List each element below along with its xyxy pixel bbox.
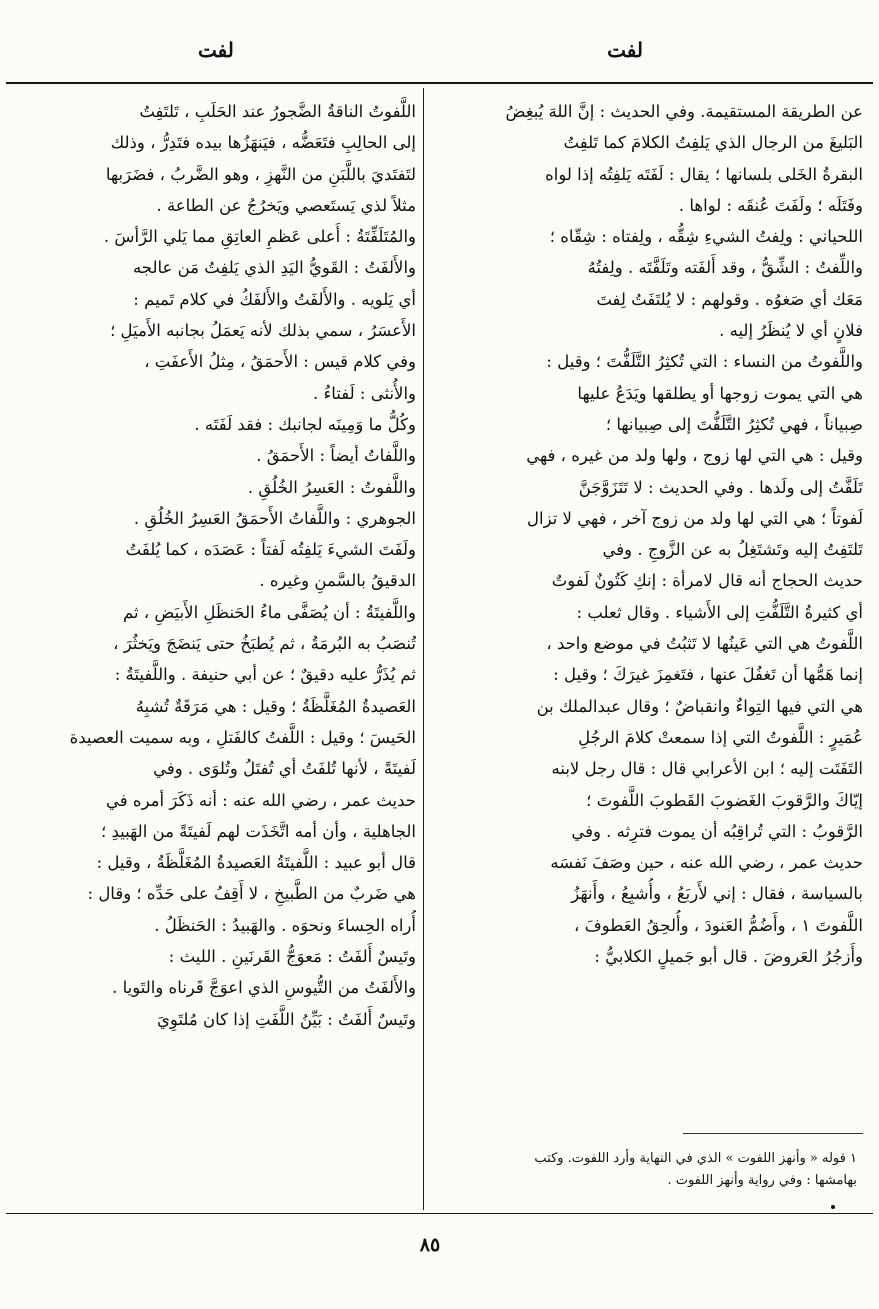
text-line: واللَّفوتُ من النساء : التي تُكثِرُ التَّلَفُّتَ ؛ وقيل :: [546, 352, 863, 372]
text-line: عُمَيرٍ : اللَّفوتُ التي إذا سمعتْ كلامَ الرجُلِ: [578, 727, 863, 747]
left-column: [10, 96, 416, 1035]
text-line: واللَّفوتُ : العَسِرُ الخُلُقِ .: [247, 477, 416, 497]
text-line: وأَزجُرُ العَروضَ . قال أبو جَميلٍ الكلابيُّ :: [594, 947, 863, 967]
text-line: تَلَفَّتُ إلى ولَدها . وفي الحديث : لا تَتَزَوَّجَنَّ: [578, 477, 863, 497]
text-line: الجوهري : واللَّفاتُ الأَحمَقُ العَسِرُ الخُلُقِ .: [133, 508, 416, 528]
footnote-line: بهامشها : وفي رواية وأنهز اللفوت .: [667, 1173, 857, 1188]
text-line: ثم يُذَرُّ عليه دقيقٌ ؛ عن أبي حنيفة . واللَّفيتَةُ :: [114, 665, 416, 685]
text-line: هي التي يموت زوجها أو يطلقها ويَدَعُ عليها: [577, 383, 863, 403]
text-line: أُراه الحِساءَ ونحوَه . والهَبيدُ : الحَنظَلُ .: [154, 915, 416, 935]
text-line: تَلتَفِتُ إليه وتَشتَغِلُ به عن الزَّوجِ . وفي: [602, 540, 863, 560]
text-line: البقرةُ الخَلى بلسانها ؛ يقال : لَفَتَه يَلفِتُه إذا لواه: [545, 164, 863, 184]
text-line: فلانٍ أي لا يُنظَرُ إليه .: [719, 321, 863, 341]
text-line: وتَيسٌ أَلفَتُ : مَعوَجُّ القَرنَينِ . الليث :: [168, 947, 416, 967]
column-divider: [423, 88, 424, 1210]
text-line: اللَّفوتَ ١ ، وأَضُمُّ العَنودَ ، وأُلحِقُ العَطوفَ ،: [574, 915, 863, 935]
text-line: حديث الحجاج أنه قال لامرأة : إنكِ كَتُونٌ لَفوتٌ: [551, 571, 863, 591]
text-line: والأَلفَتُ : القَويُّ اليَدِ الذي يَلفِتُ مَن عالجه: [132, 258, 416, 278]
text-line: اللَّفوتُ هي التي عَينُها لا تَثبُتُ في موضع واحد ،: [546, 634, 863, 654]
text-line: صِبياناً ، فهي تُكثِرُ التَّلَفُّتَ إلى صِبيانها ؛: [605, 414, 863, 434]
text-line: واللِّفتُ : الشِّقُّ ، وقد أَلفَته وتَلَفَّتَه . ولِفتُهُ: [587, 258, 863, 278]
text-line: ولَفَتَ الشيءَ يَلفِتُه لَفتاً : عَصَدَه ، كما يُلفَتُ: [125, 540, 416, 560]
text-line: عن الطريقة المستقيمة. وفي الحديث : إنَّ اللهَ يُبغِضُ: [505, 102, 863, 121]
footer-rule: [6, 1213, 873, 1214]
text-line: بالسياسة ، فقال : إني لأَربَعُ ، وأُشبِعُ ، وأَنهَزُ: [571, 884, 863, 904]
text-line: لَفيتَةً ، لأنها تُلفَتُ أي تُفتَلُ وتُلوَى . وفي: [153, 759, 416, 779]
text-line: وكُلُّ ما وَمِينَه لجانبك : فقد لَفَتَه .: [194, 414, 416, 434]
footnote-line: ١ قوله « وأنهز اللفوت » الذي في النهاية وأرد اللفوت. وكتب: [534, 1151, 857, 1166]
text-line: واللَّفاتُ أيضاً : الأَحمَقُ .: [256, 446, 416, 466]
text-line: حديث عمر ، رضي الله عنه ، حين وصَفَ نَفسَه: [550, 853, 863, 873]
text-line: لَفوتاً ؛ هي التي لها ولد من زوج آخر ، فهي لا تزال: [527, 508, 863, 528]
text-line: قال أبو عبيد : اللَّفيتَةُ العَصيدةُ المُغَلَّظَةُ ، وقيل :: [96, 853, 416, 873]
text-line: وفَتَلَه ؛ ولَفَتَ عُنقَه : لواها .: [678, 195, 863, 215]
footnote-rule: [683, 1133, 863, 1134]
text-line: الرَّقوبُ : التي تُراقِبُه أن يموت فترِثه . وفي: [571, 821, 863, 841]
text-line: وتَيسٌ أَلفَتُ : بَيِّنُ اللَّفَتِ إذا كان مُلتَوِيَ: [157, 1009, 416, 1029]
text-line: الأَعسَرُ ، سمي بذلك لأنه يَعمَلُ بجانبه الأَميَلِ ؛: [110, 321, 416, 341]
text-line: التَفَتَت إليه ؛ ابن الأعرابي قال : قال رجل لابنه: [551, 759, 863, 779]
text-line: هي ضَربٌ من الطَّبيخِ ، لا أَقِفُ على حَدِّه ؛ وقال :: [87, 884, 416, 904]
text-line: إلى الحالِبِ فتَعَضُّه ، فيَنهَزُها بيده فتَدِرُّ ، وذلك: [110, 133, 416, 153]
text-line: الجاهلية ، وأن أمه اتَّخَذَت لهم لَفيتَةً من الهَبيدِ ؛: [100, 821, 416, 841]
text-line: الحَيسَ ؛ وقيل : اللَّفتُ كالفَتلِ ، وبه سميت العصيدة: [69, 727, 416, 747]
text-line: اللَّفوتُ الناقةُ الضَّجورُ عند الحَلَبِ ، تَلتَفِتُ: [139, 102, 416, 121]
text-line: والأَلفَتُ من التُّيوسِ الذي اعوَجَّ قَرناه والتَويا .: [112, 978, 416, 998]
page-number: ٨٥: [419, 1234, 441, 1256]
text-line: إنما هَمُّها أن تَغفُلَ عنها ، فتَغمِزَ غيرَكَ ؛ وقيل :: [553, 665, 863, 685]
text-line: البَليغَ من الرجال الذي يَلفِتُ الكلامَ كما تَلفِتُ: [563, 133, 863, 153]
text-line: والأُنثى : لَفتاءُ .: [313, 383, 416, 403]
text-line: أي يَلويه . والأَلفَتُ والأَلفَكُ في كلام تَميم :: [133, 289, 416, 309]
header-rule: [6, 82, 873, 84]
text-line: الدقيقُ بالسَّمنِ وغيره .: [259, 571, 416, 591]
text-line: والمُتَلَفِّتَةُ : أَعلى عَظمِ العاتِقِ مما يَلي الرَّأسَ .: [103, 227, 416, 247]
text-line: مَعَك أي صَغوُه . وقولهم : لا يُلتَفَتُ لِفتَ: [596, 289, 863, 309]
running-header-right: لفت: [607, 38, 643, 62]
text-line: هي التي فيها التِواءٌ وانقباضٌ ؛ وقال عبدالملك بن: [536, 696, 863, 716]
text-line: وفي كلام قيس : الأَحمَقُ ، مِثلُ الأَعفَتِ ،: [144, 352, 416, 372]
footnote-dot: [831, 1205, 835, 1209]
text-line: واللَّفيتَةُ : أن يُصَفَّى ماءُ الحَنظَلِ الأَبيَضِ ، ثم: [123, 602, 416, 622]
running-header-left: لفت: [198, 38, 234, 62]
text-line: لتَفتَديَ باللَّبَنِ من النَّهزِ ، وهو الضَّربُ ، فضَرَبها: [105, 164, 416, 184]
text-line: مثلاً لذي يَستَعصي ويَخرُجُ عن الطاعة .: [156, 195, 416, 215]
right-column: [425, 96, 863, 972]
text-line: وقيل : هي التي لها زوج ، ولها ولد من غيره ، فهي: [526, 446, 863, 466]
text-line: اللحياني : ولِفتُ الشيءِ شِقُّه ، ولِفتاه : شِقّاه ؛: [549, 227, 863, 247]
text-line: أي كثيرةُ التَّلَفُّتِ إلى الأَشياء . وقال ثعلب :: [576, 602, 863, 622]
footnote: [437, 1148, 857, 1192]
text-line: إيّاكَ والرَّقوبَ الغَضوبَ القَطوبَ اللَّفوتَ ؛: [586, 790, 863, 810]
text-line: تُنصَبُ به البُرمَةُ ، ثم يُطبَخُ حتى يَنضَجَ ويَخثُرَ ،: [113, 634, 416, 654]
text-line: حديث عمر ، رضي الله عنه : أنه ذَكَرَ أمره في: [106, 790, 416, 810]
text-line: العَصيدةُ المُغَلَّظَةُ ؛ وقيل : هي مَرَقَةٌ تُشبِهُ: [135, 696, 416, 716]
